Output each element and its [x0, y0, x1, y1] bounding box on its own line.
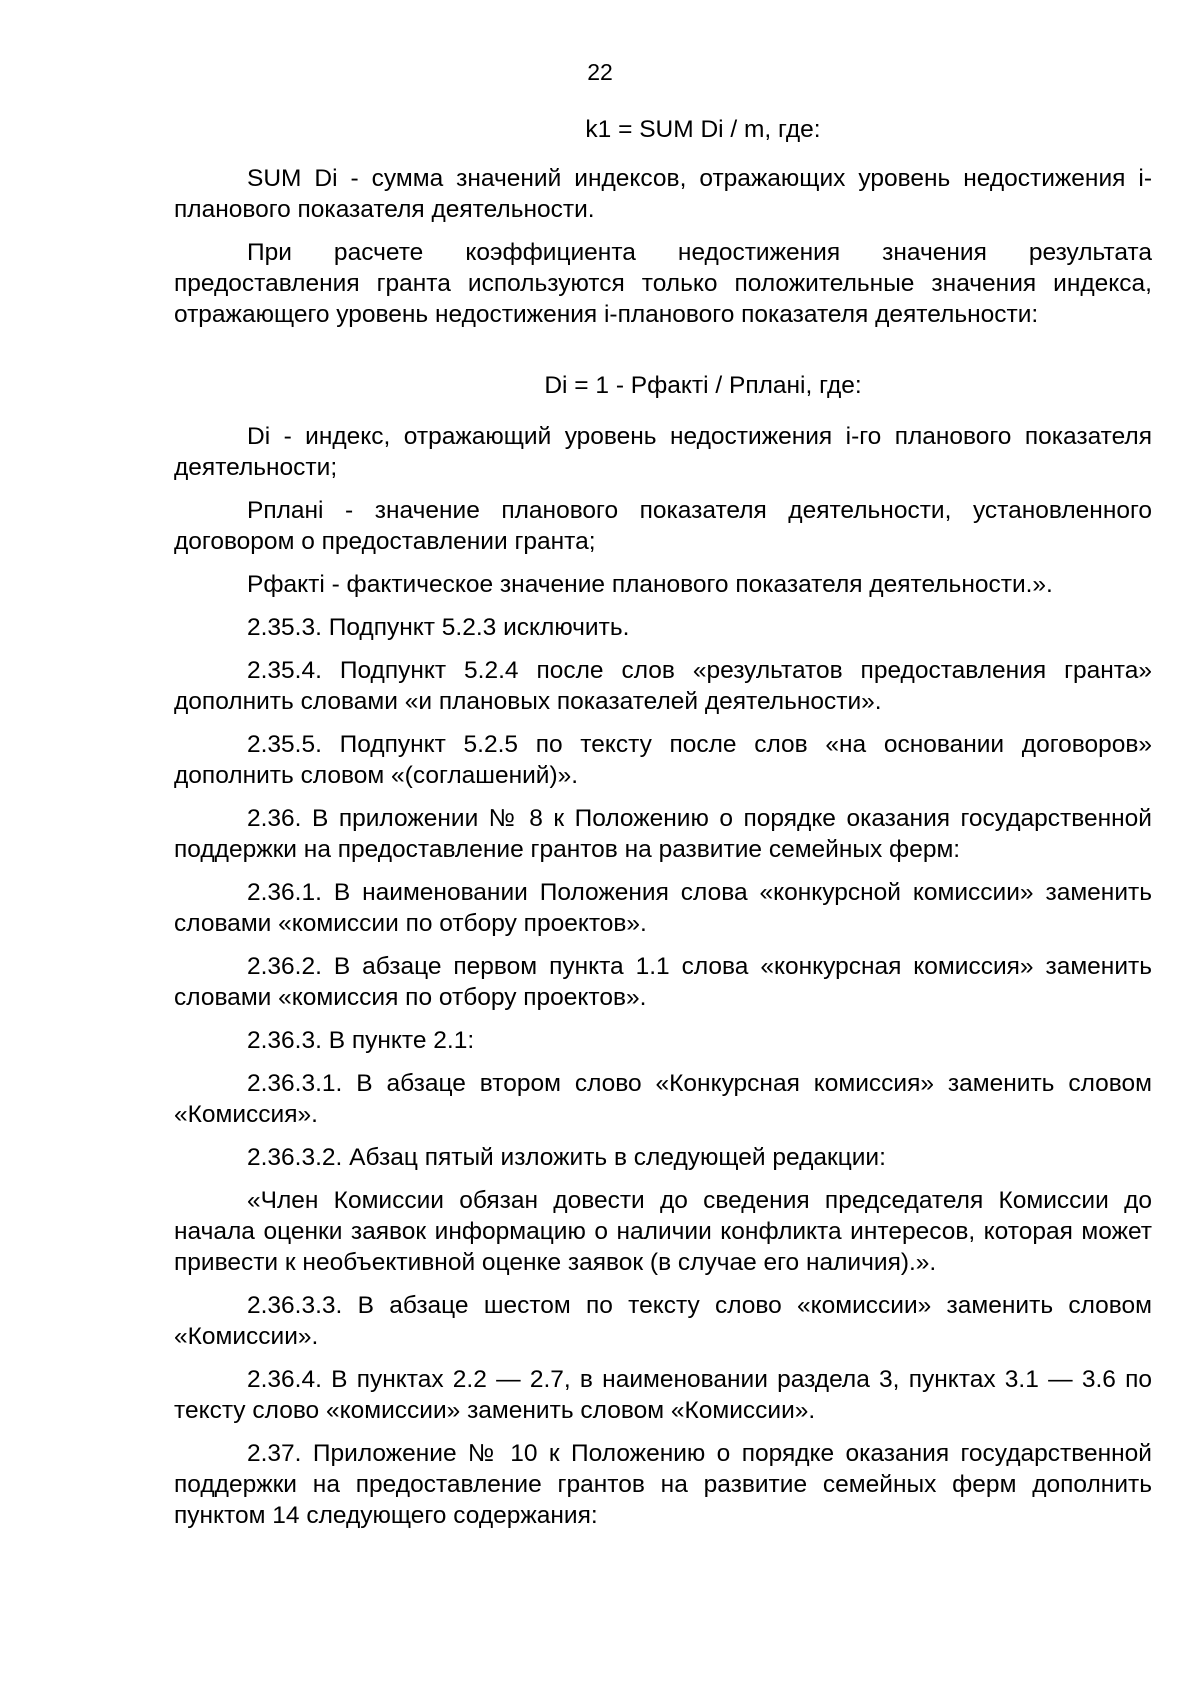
paragraph: 2.35.3. Подпункт 5.2.3 исключить. [247, 614, 630, 641]
paragraph: 2.35.4. Подпункт 5.2.4 после слов «результатов предоставления гранта» дополнить словами «и плановых показателей деятельности». [174, 657, 1152, 715]
paragraph: 2.36. В приложении № 8 к Положению о порядке оказания государственной поддержки на предоставление грантов на развитие семейных ферм: [174, 805, 1152, 863]
formula-k1: k1 = SUM Di / m, где: [585, 116, 821, 143]
paragraph: Di - индекс, отражающий уровень недостижения i-го планового показателя деятельности; [174, 423, 1152, 481]
paragraph: SUM Di - сумма значений индексов, отражающих уровень недостижения i-планового показателя деятельности. [174, 165, 1152, 223]
formula-di: Di = 1 - Pфактi / Pпланi, где: [544, 372, 862, 399]
paragraph: 2.35.5. Подпункт 5.2.5 по тексту после слов «на основании договоров» дополнить словом «(соглашений)». [174, 731, 1152, 789]
page-number: 22 [587, 59, 613, 85]
paragraph: Pпланi - значение планового показателя деятельности, установленного договором о предоставлении гранта; [174, 497, 1152, 555]
paragraph: 2.36.4. В пунктах 2.2 — 2.7, в наименовании раздела 3, пунктах 3.1 — 3.6 по тексту слово «комиссии» заменить словом «Комиссии». [174, 1366, 1152, 1424]
paragraph: При расчете коэффициента недостижения значения результата предоставления гранта используются только положительные значения индекса, отражающего уровень недостижения i-планового показателя деятельности: [174, 239, 1152, 328]
paragraph: 2.36.3.2. Абзац пятый изложить в следующей редакции: [247, 1144, 886, 1171]
document-body [174, 114, 1152, 1543]
paragraph: 2.36.3.3. В абзаце шестом по тексту слово «комиссии» заменить словом «Комиссии». [174, 1292, 1152, 1350]
paragraph: 2.36.1. В наименовании Положения слова «конкурсной комиссии» заменить словами «комиссии по отбору проектов». [174, 879, 1152, 937]
paragraph: «Член Комиссии обязан довести до сведения председателя Комиссии до начала оценки заявок информацию о наличии конфликта интересов, которая может привести к необъективной оценке заявок (в случае его наличия).». [174, 1187, 1152, 1276]
paragraph: 2.36.2. В абзаце первом пункта 1.1 слова «конкурсная комиссия» заменить словами «комиссия по отбору проектов». [174, 953, 1152, 1011]
paragraph: Pфактi - фактическое значение планового показателя деятельности.». [247, 571, 1053, 598]
paragraph: 2.36.3.1. В абзаце втором слово «Конкурсная комиссия» заменить словом «Комиссия». [174, 1070, 1152, 1128]
paragraph: 2.36.3. В пункте 2.1: [247, 1027, 475, 1054]
paragraph: 2.37. Приложение № 10 к Положению о порядке оказания государственной поддержки на предоставление грантов на развитие семейных ферм дополнить пунктом 14 следующего содержания: [174, 1440, 1152, 1529]
